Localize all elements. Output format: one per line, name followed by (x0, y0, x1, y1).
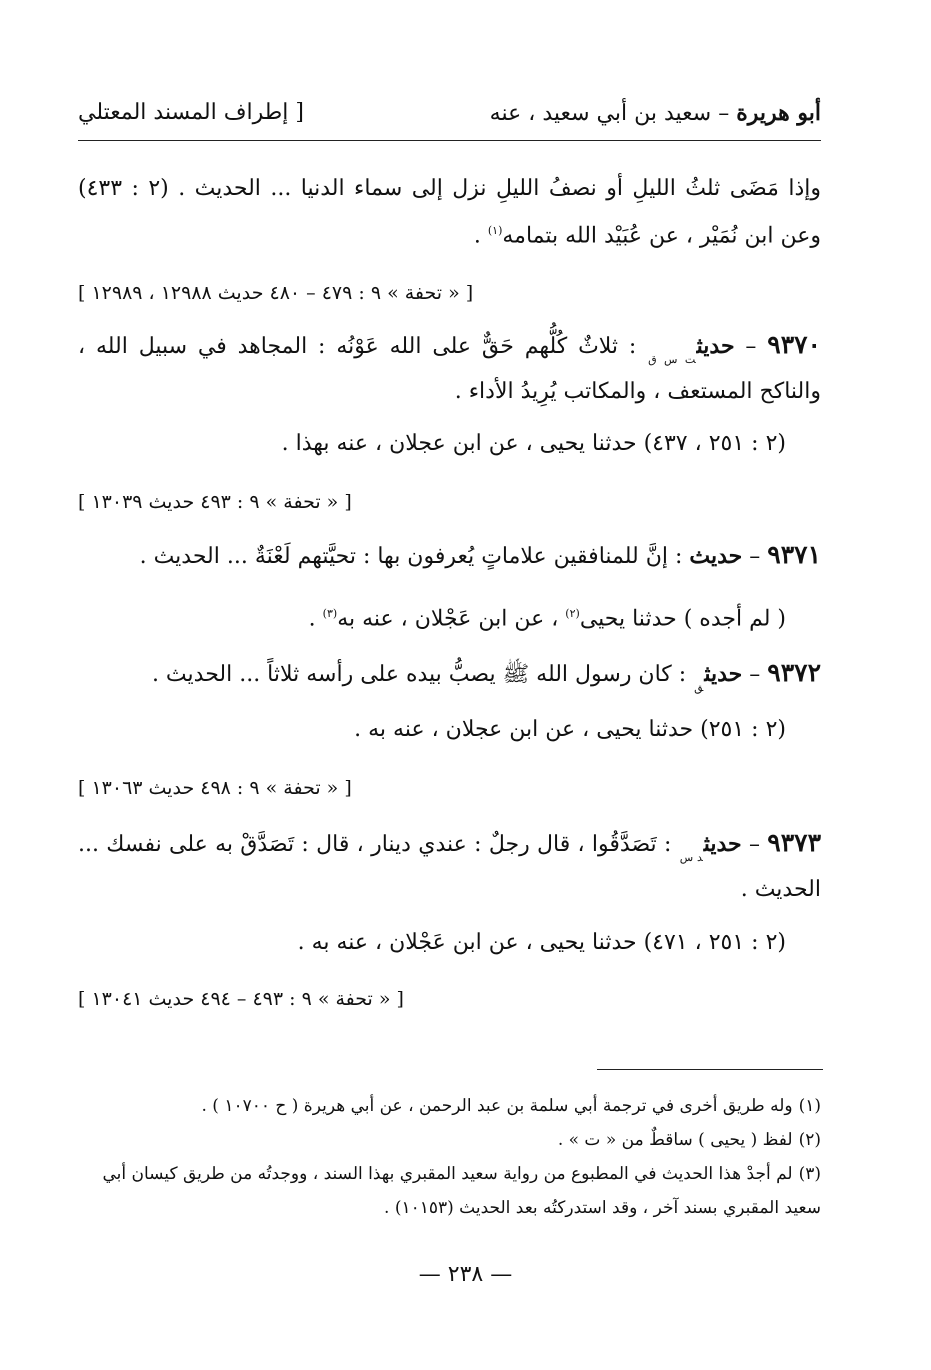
continuation-end: . (473, 223, 488, 249)
hadith-number: ٩٣٧٣ (767, 828, 821, 857)
footnote-ref-2: (٢) (565, 607, 580, 620)
hadith-word: حديث (703, 831, 742, 857)
hadith-text: : تَصَدَّقُوا ، قال رجلٌ : عندي دينار ، قال : تَصَدَّقْ به على نفسك ... الحديث . (78, 832, 821, 902)
chain-text-a: ( لم أجده ) حدثنا يحيى (579, 606, 786, 632)
page-number: — ٢٣٨ — (418, 1262, 513, 1287)
hadith-number: ٩٣٧٠ (767, 330, 821, 359)
footnote-1 (78, 1089, 821, 1123)
footnote-text: لم أجدْ هذا الحديث في المطبوع من رواية سعيد المقبري بهذا السند ، ووجدتُه من طريق كيسان أبي سعيد المقبري بسند آخر ، وقد استدركتُه بعد الحديث (١٠١٥٣) . (102, 1164, 821, 1218)
hadith-9373 (78, 822, 821, 911)
hadith-text: : ثلاثٌ كُلُّهم حَقٌّ على الله عَوْنُه : المجاهد في سبيل الله ، والناكح المستعف ، والمكاتب يُرِيدُ الأداء . (78, 334, 821, 404)
hadith-number: ٩٣٧٢ (767, 658, 821, 687)
hadith-9372 (78, 652, 821, 699)
header-rest: – سعيد بن أبي سعيد ، عنه (489, 101, 737, 126)
footnote-ref-3: (٣) (322, 607, 338, 620)
footnote-ref-1: (١) (487, 224, 503, 237)
hadith-symbols: د س (679, 851, 703, 864)
hadith-9371 (78, 534, 821, 578)
hadith-9370 (78, 324, 821, 413)
continuation-text: وإذا مَضَى ثلثُ الليلِ أو نصفُ الليلِ نزل إلى سماء الدنيا ... الحديث . (٢ : ٤٣٣) وعن ابن نُمَيْر ، عن عُبَيْد الله بتمامه (78, 176, 821, 249)
hadith-9373-tuhfa: [ « تحفة » ٩ : ٤٩٣ – ٤٩٤ حديث ١٣٠٤١ ] (78, 988, 404, 1010)
tuhfa-reference-1: [ « تحفة » ٩ : ٤٧٩ – ٤٨٠ حديث ١٢٩٨٨ ، ١٢٩٨٩ ] (78, 282, 474, 304)
header-rule (78, 140, 821, 141)
continuation-paragraph (78, 168, 821, 257)
hadith-9372-chain: (٢ : ٢٥١) حدثنا يحيى ، عن ابن عجلان ، عنه به . (354, 717, 786, 742)
hadith-9372-tuhfa: [ « تحفة » ٩ : ٤٩٨ حديث ١٣٠٦٣ ] (78, 777, 352, 799)
hadith-dash: – (742, 662, 768, 687)
footnote-3 (78, 1157, 821, 1225)
hadith-word: حديث (689, 543, 743, 569)
footnote-number: (١) (798, 1096, 821, 1116)
hadith-word: حديث (704, 661, 743, 687)
hadith-symbols: ت س ق (648, 353, 696, 366)
hadith-text: : إنَّ للمنافقين علاماتٍ يُعرفون بها : تحيَّتهم لَعْنَةٌ ... الحديث . (139, 544, 690, 569)
hadith-number: ٩٣٧١ (767, 540, 821, 569)
footnote-text: لفظ ( يحيى ) ساقطٌ من « ت » . (557, 1130, 793, 1150)
footnote-number: (٢) (798, 1130, 821, 1150)
footnote-text: وله طريق أخرى في ترجمة أبي سلمة بن عبد الرحمن ، عن أبي هريرة ( ح ١٠٧٠٠ ) . (201, 1096, 793, 1116)
running-header-left: [ إطراف المسند المعتلي (78, 100, 304, 125)
hadith-text: : كان رسول الله ﷺ يصبُّ بيده على رأسه ثلاثاً ... الحديث . (151, 662, 694, 687)
chain-text-b: ، عن ابن عَجْلان ، عنه به (337, 606, 566, 632)
hadith-dash: – (742, 544, 768, 569)
hadith-symbols: ق (694, 681, 704, 694)
hadith-word: حديث (696, 333, 735, 359)
chain-end: . (308, 606, 323, 632)
hadith-dash: – (741, 832, 768, 857)
running-header-right (490, 100, 821, 126)
footnote-2 (78, 1123, 821, 1157)
hadith-9371-chain (309, 597, 786, 636)
hadith-9370-tuhfa: [ « تحفة » ٩ : ٤٩٣ حديث ١٣٠٣٩ ] (78, 491, 352, 513)
hadith-9373-chain: (٢ : ٢٥١ ، ٤٧١) حدثنا يحيى ، عن ابن عَجْلان ، عنه به . (297, 930, 786, 955)
footnote-number: (٣) (798, 1164, 821, 1184)
hadith-9370-chain: (٢ : ٢٥١ ، ٤٣٧) حدثنا يحيى ، عن ابن عجلان ، عنه بهذا . (281, 431, 786, 456)
footnote-separator (597, 1069, 823, 1070)
hadith-dash: – (734, 334, 768, 359)
header-bold: أبو هريرة (736, 100, 821, 126)
